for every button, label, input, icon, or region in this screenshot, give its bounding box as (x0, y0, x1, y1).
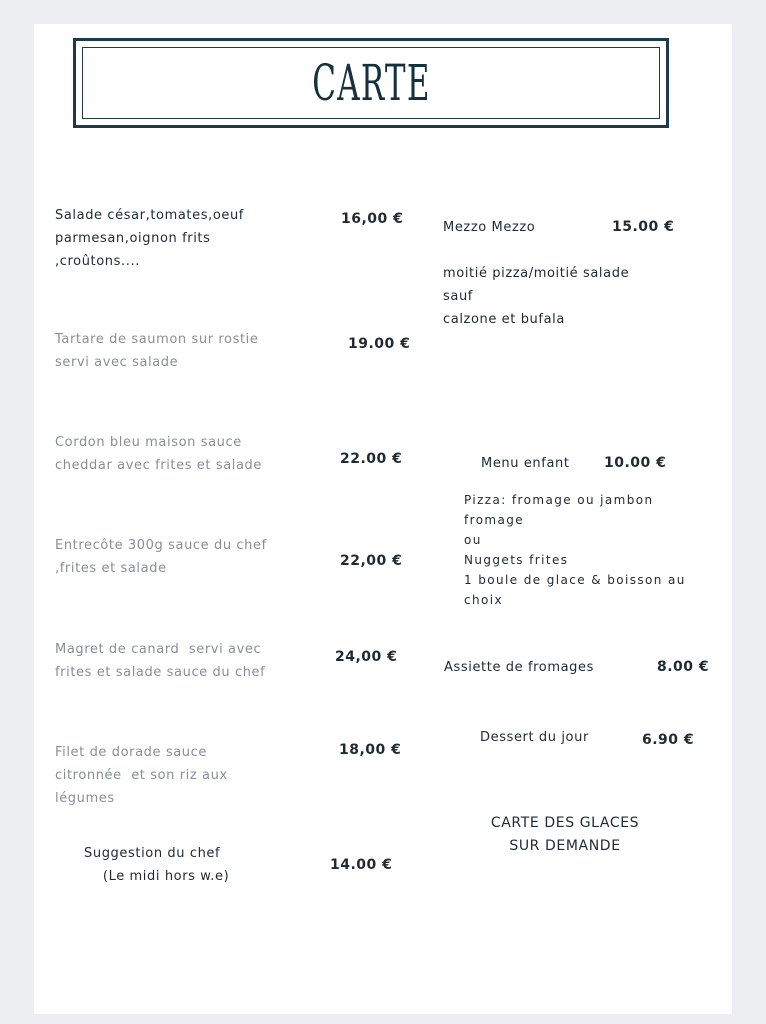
menu-item-price: 19.00 € (348, 336, 411, 352)
menu-item-price: 8.00 € (657, 659, 710, 675)
menu-item-name: Tartare de saumon sur rostie servi avec salade (55, 332, 259, 370)
menu-item-name: Suggestion du chef (Le midi hors w.e) (84, 846, 230, 884)
menu-item-description: Pizza: fromage ou jambon fromage ou Nuggets frites 1 boule de glace & boisson au choix (464, 493, 686, 607)
menu-item-name: Dessert du jour (480, 730, 589, 745)
menu-item-price: 22,00 € (340, 553, 403, 569)
menu-item-name: Salade césar,tomates,oeuf parmesan,oignon frits ,croûtons.... (55, 208, 244, 269)
menu-item-name: Mezzo Mezzo (443, 220, 536, 235)
menu-item-name: Filet de dorade sauce citronnée et son riz aux légumes (55, 745, 228, 806)
menu-item-name: Cordon bleu maison sauce cheddar avec frites et salade (55, 435, 262, 473)
menu-item-name: Assiette de fromages (444, 660, 594, 675)
menu-item-description: moitié pizza/moitié salade sauf calzone et bufala (443, 266, 630, 327)
menu-item-price: 18,00 € (339, 742, 402, 758)
menu-item-price: 14.00 € (330, 857, 393, 873)
title-inner-frame (82, 47, 660, 119)
menu-item-price: 15.00 € (612, 219, 675, 235)
menu-item-name: Menu enfant (481, 456, 570, 471)
ice-cream-note: CARTE DES GLACES SUR DEMANDE (490, 815, 640, 854)
menu-item-price: 16,00 € (341, 211, 404, 227)
menu-item-price: 6.90 € (642, 732, 695, 748)
page-title: CARTE (311, 54, 431, 112)
menu-item-price: 22.00 € (340, 451, 403, 467)
title-frame (73, 38, 669, 128)
menu-item-price: 10.00 € (604, 455, 667, 471)
menu-item-name: Entrecôte 300g sauce du chef ,frites et salade (55, 538, 267, 576)
menu-item-price: 24,00 € (335, 649, 398, 665)
menu-item-name: Magret de canard servi avec frites et salade sauce du chef (55, 642, 266, 680)
